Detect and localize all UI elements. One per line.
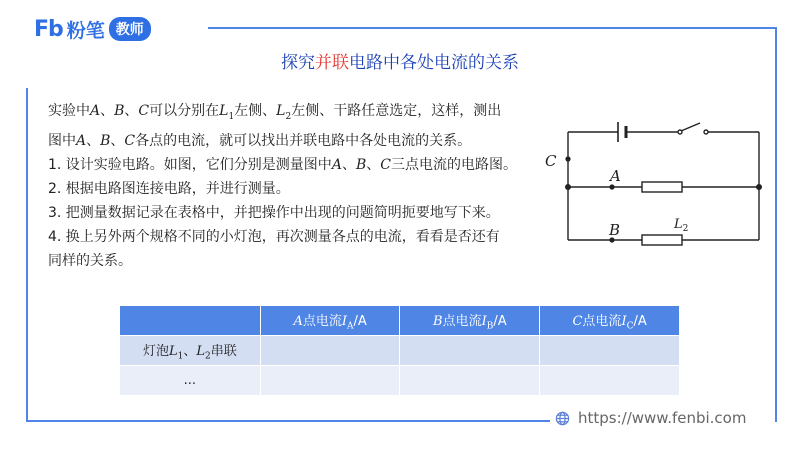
label-c: C — [545, 152, 557, 170]
label-a: A — [610, 167, 621, 185]
point-c: C — [380, 156, 391, 173]
header-c — [540, 306, 680, 336]
sep: 、 — [341, 156, 356, 173]
subscript: 1 — [228, 111, 235, 122]
lamp-l1 — [642, 182, 682, 192]
intro-line-2 — [48, 129, 558, 153]
text: 三点电流的电路图。 — [390, 156, 517, 173]
switch-contact — [704, 130, 708, 134]
frame-top-border — [208, 27, 777, 29]
sep: 、 — [366, 156, 381, 173]
header-text: 点电流 — [442, 313, 482, 329]
frame-bottom-border — [26, 420, 550, 422]
point-a: A — [331, 156, 342, 173]
header-sub: A — [347, 321, 354, 332]
footer-link[interactable] — [555, 409, 746, 427]
title-part2: 电路中各处电流的关系 — [349, 53, 519, 73]
label-l2 — [673, 217, 688, 234]
sep: 、 — [124, 103, 139, 119]
lamp-symbol: L — [219, 103, 229, 119]
text: 1. 设计实验电路。如图，它们分别是测量图中 — [48, 156, 332, 173]
row-label: ... — [120, 366, 261, 396]
intro-line-1 — [48, 99, 558, 129]
text: 左侧、干路任意选定，这样，测出 — [291, 103, 502, 119]
header-symbol: I — [621, 313, 627, 329]
point-b: B — [114, 103, 125, 119]
sep: 、 — [110, 132, 125, 149]
sep: 、 — [86, 132, 101, 149]
text: 可以分别在 — [149, 103, 220, 119]
lamp-symbol: L — [196, 343, 206, 359]
lamp-l2 — [642, 235, 682, 245]
label-b: B — [609, 221, 621, 239]
label-l2-symbol: L — [674, 217, 683, 232]
table-cell — [400, 336, 540, 366]
table-cell — [400, 366, 540, 396]
table-cell — [260, 336, 400, 366]
logo-mark: Fb — [34, 16, 63, 42]
subscript: 2 — [285, 111, 292, 122]
parallel-circuit-diagram — [540, 110, 780, 250]
header-sub: B — [486, 321, 494, 332]
label-l2-subscript: 2 — [682, 224, 689, 234]
frame-left-border — [26, 88, 28, 422]
subscript: 2 — [205, 351, 211, 362]
point-a: A — [76, 132, 87, 149]
step-3: 3. 把测量数据记录在表格中，并把操作中出现的问题简明扼要地写下来。 — [48, 204, 500, 221]
page-title — [0, 48, 800, 73]
junction-right — [756, 184, 762, 190]
header-unit: /A — [353, 313, 367, 329]
header-b — [400, 306, 540, 336]
header-point: A — [293, 313, 303, 329]
subscript: 1 — [177, 351, 184, 362]
row-label — [120, 336, 261, 366]
sep: 、 — [183, 343, 197, 359]
switch-blade — [681, 123, 700, 131]
globe-icon — [555, 411, 570, 426]
table-row — [120, 366, 680, 396]
text: 各点的电流，就可以找出并联电路中各处电流的关系。 — [135, 132, 472, 149]
header-point: B — [433, 313, 443, 329]
step-2: 2. 根据电路图连接电路，并进行测量。 — [48, 180, 290, 197]
instruction-text — [48, 99, 558, 273]
header-a — [260, 306, 400, 336]
header-point: C — [572, 313, 583, 329]
table-cell — [260, 366, 400, 396]
header-empty — [120, 306, 261, 336]
header-unit: /A — [493, 313, 507, 329]
text: 图中 — [48, 132, 76, 149]
header-text: 点电流 — [582, 313, 622, 329]
header-sub: C — [626, 321, 634, 332]
node-a — [609, 184, 614, 189]
data-table — [119, 305, 680, 396]
point-c: C — [138, 103, 150, 119]
header-symbol: I — [341, 313, 347, 329]
table-header-row — [120, 306, 680, 336]
brand-logo — [34, 16, 151, 42]
point-a: A — [90, 103, 101, 119]
title-highlight: 并联 — [315, 53, 349, 73]
junction-left — [565, 184, 571, 190]
logo-name: 粉笔 — [66, 19, 105, 42]
step-4: 4. 换上另外两个规格不同的小灯泡，再次测量各点的电流，看看是否还有 — [48, 228, 500, 245]
logo-badge: 教师 — [109, 17, 151, 41]
sep: 、 — [100, 103, 115, 119]
title-part1: 探究 — [281, 53, 315, 73]
table-cell — [540, 336, 680, 366]
step-1 — [48, 153, 558, 177]
header-unit: /A — [633, 313, 647, 329]
table-row — [120, 336, 680, 366]
node-c — [565, 156, 570, 161]
header-text: 点电流 — [302, 313, 342, 329]
text: 串联 — [210, 343, 237, 359]
point-c: C — [124, 132, 136, 149]
table-cell — [540, 366, 680, 396]
text: 左侧、 — [234, 103, 277, 119]
point-b: B — [355, 156, 367, 173]
text: 灯泡 — [142, 343, 169, 359]
lamp-symbol: L — [276, 103, 286, 119]
header-symbol: I — [481, 313, 487, 329]
text: 实验中 — [48, 103, 90, 119]
point-b: B — [100, 132, 111, 149]
lamp-symbol: L — [168, 343, 178, 359]
step-4-cont: 同样的关系。 — [48, 252, 132, 269]
footer-url[interactable]: https://www.fenbi.com — [578, 409, 747, 427]
